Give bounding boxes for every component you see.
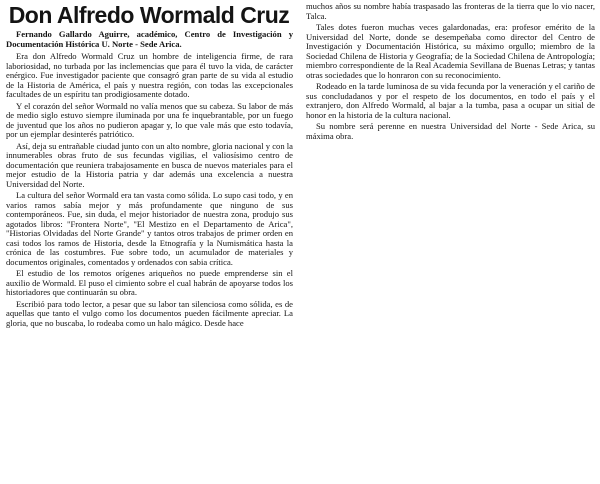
paragraph: Rodeado en la tarde luminosa de su vida fecunda por la veneración y el cariño de sus concludadanos y por el respeto de los documentos, en todo el país y el extranjero, don Alfredo Wormald, al bajar a la tumba, pasa a ocupar un sitial de honor en la historia de la cultura nacional. bbox=[306, 81, 595, 120]
paragraph: Así, deja su entrañable ciudad junto con un alto nombre, gloria nacional y con la innumerables obras fruto de sus fecundas vigilias, el valiosísimo centro de documentación que reuniera trabajosamente en busca de nuevos materiales para el mejor estudio de la Historia patria y dar además una excelencia a nuestra Universidad del Norte. bbox=[6, 140, 293, 189]
paragraph: Tales dotes fueron muchas veces galardonadas, era: profesor emérito de la Universidad del Norte, donde se desempeñaba como director del Centro de Investigación y Documentación Histórica, su máximo orgullo; miembro de la Sociedad Chilena de Historia y Geografía; de la Sociedad Chilena de Antropología; miembro correspondiente de la Real Academia Sevillana de Buenas Letras; y tantas otras sociedades que lo honraron con su reconocimiento. bbox=[306, 22, 595, 80]
paragraph: Y el corazón del señor Wormald no valía menos que su cabeza. Su labor de más de medio siglo estuvo siempre iluminada por una fe inquebrantable, por un fuego de juventud que los años no pudieron apagar y, lo que vale más que esto todavía, por un ejemplar desinterés patriótico. bbox=[6, 100, 293, 139]
paragraph: Era don Alfredo Wormald Cruz un hombre de inteligencia firme, de rara laboriosidad, no turbada por las inclemencias que para él tuvo la vida, de carácter enérgico. Fue investigador paciente que consagró gran parte de su vida al estudio de la Historia de América, el país y nuestra región, con todas las excepcionales facultades de un espíritu tan prodigiosamente dotado. bbox=[6, 51, 293, 99]
paragraph: muchos años su nombre había traspasado las fronteras de la tierra que lo vio nacer, Talca. bbox=[306, 1, 595, 21]
article-title: Don Alfredo Wormald Cruz bbox=[8, 2, 290, 28]
paragraph: La cultura del señor Wormald era tan vasta como sólida. Lo supo casi todo, y en varios ramos sabía mejor y más profundamente que ninguno de sus contemporáneos. Fue, sin duda, el mejor historiador de nuestra zona, produjo sus agotados libros: "Frontera Norte", "El Mestizo en el Departamento de Arica", "Historias Olvidadas del Norte Grande" y tantos otros trabajos de primer orden en casi todos los ramos de Historia, desde la Etnografía y la Numismática hasta la crónica de las costumbres. Fue sobre todo, un acumulador de materiales y documentos originales, comentados y ordenados con sabia crítica. bbox=[6, 190, 293, 267]
paragraph: Escribió para todo lector, a pesar que su labor tan silenciosa como sólida, es de aquellas que tanto el vulgo como los documentos pueden fácilmente apreciar. La gloria, que no buscaba, lo rodeaba como un halo mágico. Desde hace bbox=[6, 298, 293, 328]
paragraph: Su nombre será perenne en nuestra Universidad del Norte - Sede Arica, su máxima obra. bbox=[306, 121, 595, 141]
left-column bbox=[6, 30, 293, 330]
article-byline: Fernando Gallardo Aguirre, académico, Centro de Investigación y Documentación Histórica U. Norte - Sede Arica. bbox=[6, 29, 293, 49]
paragraph: El estudio de los remotos orígenes ariqueños no puede emprenderse sin el auxilio de Wormald. El puso el cimiento sobre el cual habrán de apoyarse todos los historiadores que continuarán su obra. bbox=[6, 268, 293, 297]
right-column bbox=[306, 2, 595, 143]
